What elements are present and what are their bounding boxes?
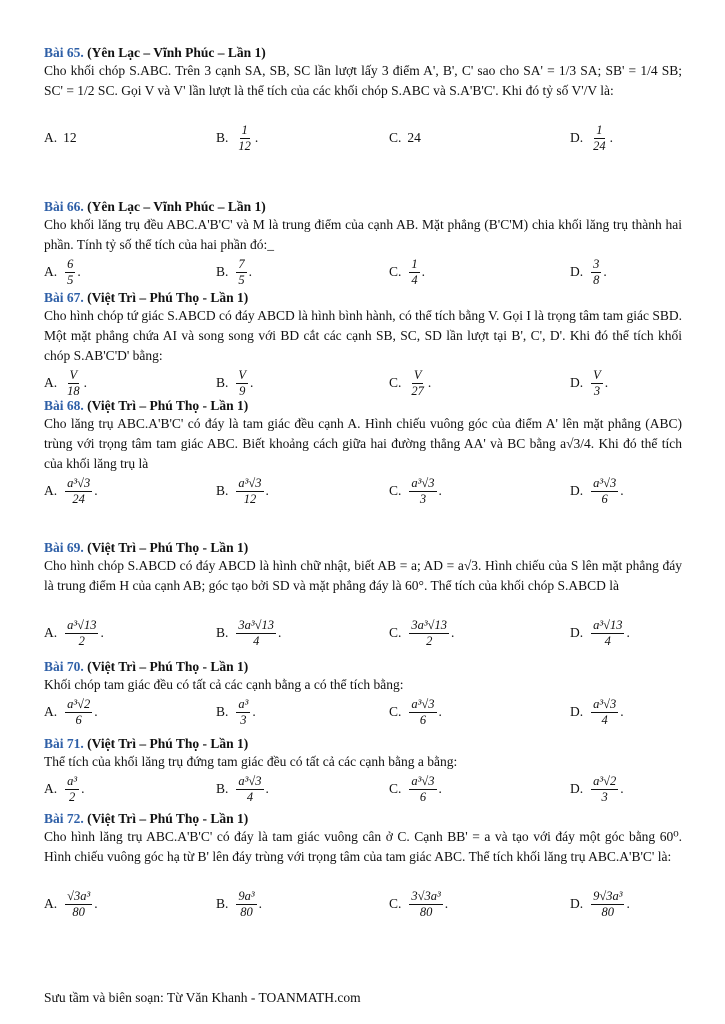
option-fraction	[409, 890, 442, 919]
fraction-numerator: V	[238, 367, 247, 382]
option-label: D.	[570, 781, 584, 796]
fraction-denominator: 6	[601, 491, 608, 506]
fraction-numerator: a³√2	[593, 773, 617, 788]
option-label: D.	[570, 375, 584, 390]
option-fraction	[236, 698, 250, 727]
answer-option-d[interactable]	[570, 695, 624, 729]
problem-number: Bài 67.	[44, 290, 88, 305]
fraction-denominator: 24	[72, 491, 85, 506]
option-fraction	[591, 775, 618, 804]
problem-title	[44, 539, 682, 556]
option-label: C.	[389, 896, 402, 911]
fraction-denominator: 80	[72, 904, 85, 919]
problem-number: Bài 66.	[44, 199, 88, 214]
problem-source: (Yên Lạc – Vĩnh Phúc – Lần 1)	[87, 199, 266, 214]
option-label: D.	[570, 896, 584, 911]
answer-option-d[interactable]	[570, 887, 630, 921]
problem-stem: Cho hình chóp S.ABCD có đáy ABCD là hình chữ nhật, biết AB = a; AD = a√3. Hình chiếu của S lên mặt phẳng đáy là trung điểm H của cạnh AB; góc tạo bởi SD và mặt phẳng đáy là 60°. Thể tích của khối chóp S.ABCD là	[44, 558, 682, 593]
answer-option-a[interactable]	[44, 772, 85, 806]
fraction-denominator: 2	[69, 789, 76, 804]
option-period: .	[444, 896, 449, 911]
fraction-numerator: 3a³√13	[238, 617, 274, 632]
option-period: .	[265, 781, 269, 796]
fraction-denominator: 80	[419, 904, 433, 919]
option-period: .	[451, 625, 455, 640]
answer-option-c[interactable]	[389, 887, 448, 921]
option-period: .	[258, 896, 263, 911]
option-label: D.	[570, 704, 584, 719]
problem-67	[44, 289, 682, 400]
option-fraction	[591, 477, 618, 506]
fraction-numerator: a³√3	[67, 475, 91, 490]
fraction-numerator: 9a³	[238, 888, 255, 903]
option-period: .	[604, 375, 609, 390]
option-fraction	[409, 477, 436, 506]
option-fraction	[65, 258, 75, 287]
problem-title	[44, 658, 682, 675]
option-label: C.	[389, 264, 402, 279]
answer-option-a[interactable]	[44, 616, 104, 650]
fraction-numerator: a³√3	[593, 696, 617, 711]
option-period: .	[427, 375, 432, 390]
answer-option-a[interactable]	[44, 887, 98, 921]
answer-option-c[interactable]	[389, 616, 454, 650]
option-period: .	[81, 781, 85, 796]
option-period: .	[438, 704, 442, 719]
option-period: .	[438, 781, 442, 796]
option-label: D.	[570, 483, 584, 498]
answer-options	[44, 121, 682, 155]
option-period: .	[94, 896, 98, 911]
problem-stem: Thể tích của khối lăng trụ đứng tam giác đều có tất cả các cạnh bằng a bằng:	[44, 754, 458, 769]
answer-option-b[interactable]	[216, 121, 258, 155]
option-label: A.	[44, 704, 58, 719]
option-fraction	[591, 258, 601, 287]
option-period: .	[421, 264, 426, 279]
fraction-denominator: 9	[239, 383, 246, 398]
problem-title	[44, 44, 682, 61]
option-fraction	[236, 124, 253, 153]
option-period: .	[626, 625, 630, 640]
problem-stem: Khối chóp tam giác đều có tất cả các cạnh bằng a có thể tích bằng:	[44, 677, 404, 692]
answer-options	[44, 772, 682, 806]
option-label: D.	[570, 625, 584, 640]
option-period: .	[620, 483, 624, 498]
fraction-denominator: 80	[601, 904, 615, 919]
fraction-denominator: 3	[601, 789, 608, 804]
fraction-denominator: 4	[411, 272, 418, 287]
option-label: B.	[216, 375, 229, 390]
fraction-numerator: 7	[238, 256, 245, 271]
fraction-numerator: a³√3	[593, 475, 617, 490]
fraction-numerator: 1	[241, 122, 248, 137]
option-period: .	[620, 781, 624, 796]
fraction-numerator: 6	[67, 256, 74, 271]
option-fraction	[236, 890, 256, 919]
fraction-denominator: 5	[67, 272, 74, 287]
option-period: .	[278, 625, 282, 640]
fraction-denominator: 80	[240, 904, 253, 919]
answer-options	[44, 474, 682, 508]
option-fraction	[65, 477, 92, 506]
fraction-denominator: 12	[238, 138, 251, 153]
problem-title	[44, 735, 682, 752]
option-value: 24	[407, 130, 421, 145]
option-fraction	[591, 698, 618, 727]
fraction-numerator: a³√3	[411, 696, 435, 711]
fraction-denominator: 3	[593, 383, 601, 398]
option-label: B.	[216, 781, 229, 796]
option-value: 12	[63, 130, 77, 145]
answer-option-b[interactable]	[216, 772, 269, 806]
answer-option-c[interactable]	[389, 772, 442, 806]
option-fraction	[65, 698, 92, 727]
fraction-denominator: 4	[253, 633, 260, 648]
option-period: .	[94, 704, 98, 719]
problem-70	[44, 658, 682, 729]
option-period: .	[603, 264, 607, 279]
answer-option-c[interactable]	[389, 474, 442, 508]
option-period: .	[626, 896, 630, 911]
option-fraction	[236, 619, 276, 648]
option-fraction	[65, 890, 92, 919]
option-fraction	[591, 619, 624, 648]
option-period: .	[265, 483, 269, 498]
problem-66	[44, 198, 682, 289]
answer-options	[44, 366, 682, 400]
answer-option-c[interactable]	[389, 121, 421, 155]
fraction-denominator: 4	[246, 789, 254, 804]
option-label: C.	[389, 375, 402, 390]
option-period: .	[94, 483, 98, 498]
problem-stem: Cho lăng trụ ABC.A'B'C' có đáy là tam giác đều cạnh A. Hình chiếu vuông góc của điểm A' lên mặt phẳng (ABC) trùng với trọng tâm tam giác ABC. Biết khoảng cách giữa hai đường thẳng AA' và BC bằng a√3/4. Khi đó thể tích của khối lăng trụ là	[44, 416, 682, 471]
option-label: B.	[216, 625, 229, 640]
answer-option-a[interactable]	[44, 366, 87, 400]
problem-source: (Việt Trì – Phú Thọ - Lần 1)	[87, 811, 249, 826]
option-period: .	[83, 375, 87, 390]
answer-option-d[interactable]	[570, 616, 630, 650]
problem-number: Bài 72.	[44, 811, 88, 826]
option-label: A.	[44, 781, 58, 796]
fraction-numerator: 9√3a³	[593, 888, 623, 903]
option-period: .	[252, 704, 256, 719]
problem-number: Bài 69.	[44, 540, 88, 555]
fraction-numerator: 3	[593, 256, 600, 271]
answer-options	[44, 695, 682, 729]
option-label: C.	[389, 781, 402, 796]
fraction-denominator: 3	[240, 712, 247, 727]
answer-option-b[interactable]	[216, 887, 262, 921]
option-label: B.	[216, 264, 229, 279]
problem-source: (Việt Trì – Phú Thọ - Lần 1)	[87, 290, 249, 305]
answer-option-b[interactable]	[216, 366, 253, 400]
fraction-denominator: 4	[604, 633, 611, 648]
fraction-numerator: 3√3a³	[411, 888, 441, 903]
option-label: C.	[389, 704, 402, 719]
option-period: .	[100, 625, 104, 640]
answer-option-d[interactable]	[570, 255, 607, 289]
problem-number: Bài 68.	[44, 398, 88, 413]
fraction-numerator: a³√2	[67, 696, 91, 711]
fraction-numerator: a³√13	[593, 617, 623, 632]
option-fraction	[409, 619, 449, 648]
answer-option-c[interactable]	[389, 695, 442, 729]
answer-option-d[interactable]	[570, 121, 613, 155]
answer-option-a[interactable]	[44, 255, 81, 289]
fraction-numerator: a³√3	[238, 475, 262, 490]
answer-option-a[interactable]	[44, 474, 98, 508]
fraction-denominator: 8	[593, 272, 600, 287]
fraction-denominator: 6	[75, 712, 82, 727]
fraction-denominator: 24	[593, 138, 606, 153]
fraction-denominator: 5	[238, 272, 245, 287]
problem-65	[44, 44, 682, 155]
option-fraction	[65, 775, 79, 804]
option-fraction	[236, 477, 263, 506]
option-fraction	[591, 369, 603, 398]
problem-69	[44, 539, 682, 650]
problem-68	[44, 397, 682, 508]
option-label: C.	[389, 130, 402, 145]
fraction-denominator: 2	[426, 633, 433, 648]
option-period: .	[77, 264, 81, 279]
problem-stem: Cho khối lăng trụ đều ABC.A'B'C' và M là trung điểm của cạnh AB. Mặt phẳng (B'C'M) chia khối lăng trụ thành hai phần. Tính tỷ số thể tích của hai phần đó:_	[44, 217, 682, 252]
fraction-numerator: V	[69, 367, 78, 382]
fraction-numerator: 1	[411, 256, 418, 271]
answer-options	[44, 255, 682, 289]
page-footer: Sưu tầm và biên soạn: Từ Văn Khanh - TOANMATH.com	[44, 990, 361, 1005]
fraction-numerator: a³√13	[67, 617, 97, 632]
option-label: A.	[44, 625, 58, 640]
answer-option-a[interactable]	[44, 121, 77, 155]
fraction-numerator: √3a³	[67, 888, 91, 903]
problem-stem: Cho khối chóp S.ABC. Trên 3 cạnh SA, SB, SC lần lượt lấy 3 điểm A', B', C' sao cho SA' = 1/3 SA; SB' = 1/4 SB; SC' = 1/2 SC. Gọi V và V' lần lượt là thể tích của các khối chóp S.ABC và S.A'B'C'. Khi đó tỷ số V'/V là:	[44, 63, 682, 98]
option-label: A.	[44, 896, 58, 911]
fraction-denominator: 27	[411, 383, 424, 398]
fraction-numerator: V	[593, 367, 601, 382]
fraction-denominator: 18	[67, 383, 80, 398]
option-period: .	[620, 704, 624, 719]
fraction-denominator: 2	[78, 633, 85, 648]
fraction-denominator: 4	[601, 712, 608, 727]
problem-title	[44, 198, 682, 215]
fraction-numerator: V	[413, 367, 422, 382]
option-period: .	[438, 483, 442, 498]
option-label: B.	[216, 483, 229, 498]
option-fraction	[236, 369, 248, 398]
problem-source: (Việt Trì – Phú Thọ - Lần 1)	[87, 736, 249, 751]
option-fraction	[591, 890, 624, 919]
option-period: .	[250, 375, 254, 390]
option-label: D.	[570, 130, 584, 145]
answer-options	[44, 887, 682, 921]
option-label: C.	[389, 483, 402, 498]
option-period: .	[609, 130, 613, 145]
option-label: D.	[570, 264, 584, 279]
problem-number: Bài 70.	[44, 659, 88, 674]
option-label: A.	[44, 375, 58, 390]
option-fraction	[409, 698, 436, 727]
option-fraction	[409, 369, 426, 398]
option-fraction	[65, 619, 98, 648]
problem-source: (Việt Trì – Phú Thọ - Lần 1)	[87, 540, 249, 555]
fraction-numerator: 3a³√13	[411, 617, 447, 632]
problem-number: Bài 65.	[44, 45, 88, 60]
problem-source: (Yên Lạc – Vĩnh Phúc – Lần 1)	[87, 45, 266, 60]
problem-title	[44, 397, 682, 414]
option-fraction	[409, 775, 436, 804]
option-fraction	[409, 258, 419, 287]
problem-title	[44, 810, 682, 827]
option-label: A.	[44, 130, 58, 145]
option-fraction	[236, 775, 263, 804]
problem-source: (Việt Trì – Phú Thọ - Lần 1)	[87, 398, 249, 413]
fraction-denominator: 3	[419, 491, 427, 506]
fraction-denominator: 6	[419, 789, 427, 804]
answer-option-d[interactable]	[570, 366, 608, 400]
fraction-numerator: a³	[67, 773, 78, 788]
problem-source: (Việt Trì – Phú Thọ - Lần 1)	[87, 659, 249, 674]
fraction-numerator: a³√3	[411, 773, 435, 788]
answer-option-d[interactable]	[570, 772, 624, 806]
fraction-denominator: 12	[243, 491, 257, 506]
option-label: A.	[44, 483, 58, 498]
answer-options	[44, 616, 682, 650]
problem-stem: Cho hình lăng trụ ABC.A'B'C' có đáy là tam giác vuông cân ở C. Cạnh BB' = a và tạo với đáy một góc bằng 60⁰. Hình chiếu vuông góc hạ từ B' lên đáy trùng với trọng tâm của tam giác ABC. Thể tích khối lăng trụ ABC.A'B'C' là:	[44, 829, 682, 864]
option-fraction	[65, 369, 82, 398]
option-period: .	[248, 264, 253, 279]
fraction-numerator: a³√3	[238, 773, 262, 788]
answer-option-a[interactable]	[44, 695, 98, 729]
problem-71	[44, 735, 682, 806]
problem-72	[44, 810, 682, 921]
option-period: .	[254, 130, 259, 145]
fraction-numerator: a³	[238, 696, 249, 711]
fraction-denominator: 6	[419, 712, 427, 727]
answer-option-b[interactable]	[216, 255, 252, 289]
answer-option-c[interactable]	[389, 255, 425, 289]
answer-option-d[interactable]	[570, 474, 624, 508]
option-fraction	[236, 258, 246, 287]
answer-option-b[interactable]	[216, 616, 281, 650]
answer-option-c[interactable]	[389, 366, 431, 400]
answer-option-b[interactable]	[216, 474, 269, 508]
option-label: B.	[216, 896, 229, 911]
option-label: B.	[216, 130, 229, 145]
problem-title	[44, 289, 682, 306]
fraction-numerator: a³√3	[411, 475, 435, 490]
problem-number: Bài 71.	[44, 736, 88, 751]
fraction-numerator: 1	[596, 122, 603, 137]
option-label: B.	[216, 704, 229, 719]
answer-option-b[interactable]	[216, 695, 256, 729]
option-label: A.	[44, 264, 58, 279]
option-label: C.	[389, 625, 402, 640]
option-fraction	[591, 124, 608, 153]
problem-stem: Cho hình chóp tứ giác S.ABCD có đáy ABCD là hình bình hành, có thể tích bằng V. Gọi I là trọng tâm tam giác SBD. Một mặt phẳng chứa AI và song song với BD cắt các cạnh SB, SC, SD lần lượt tại B', C', D'. Khi đó thể tích khối chóp S.AB'C'D' bằng:	[44, 308, 682, 363]
